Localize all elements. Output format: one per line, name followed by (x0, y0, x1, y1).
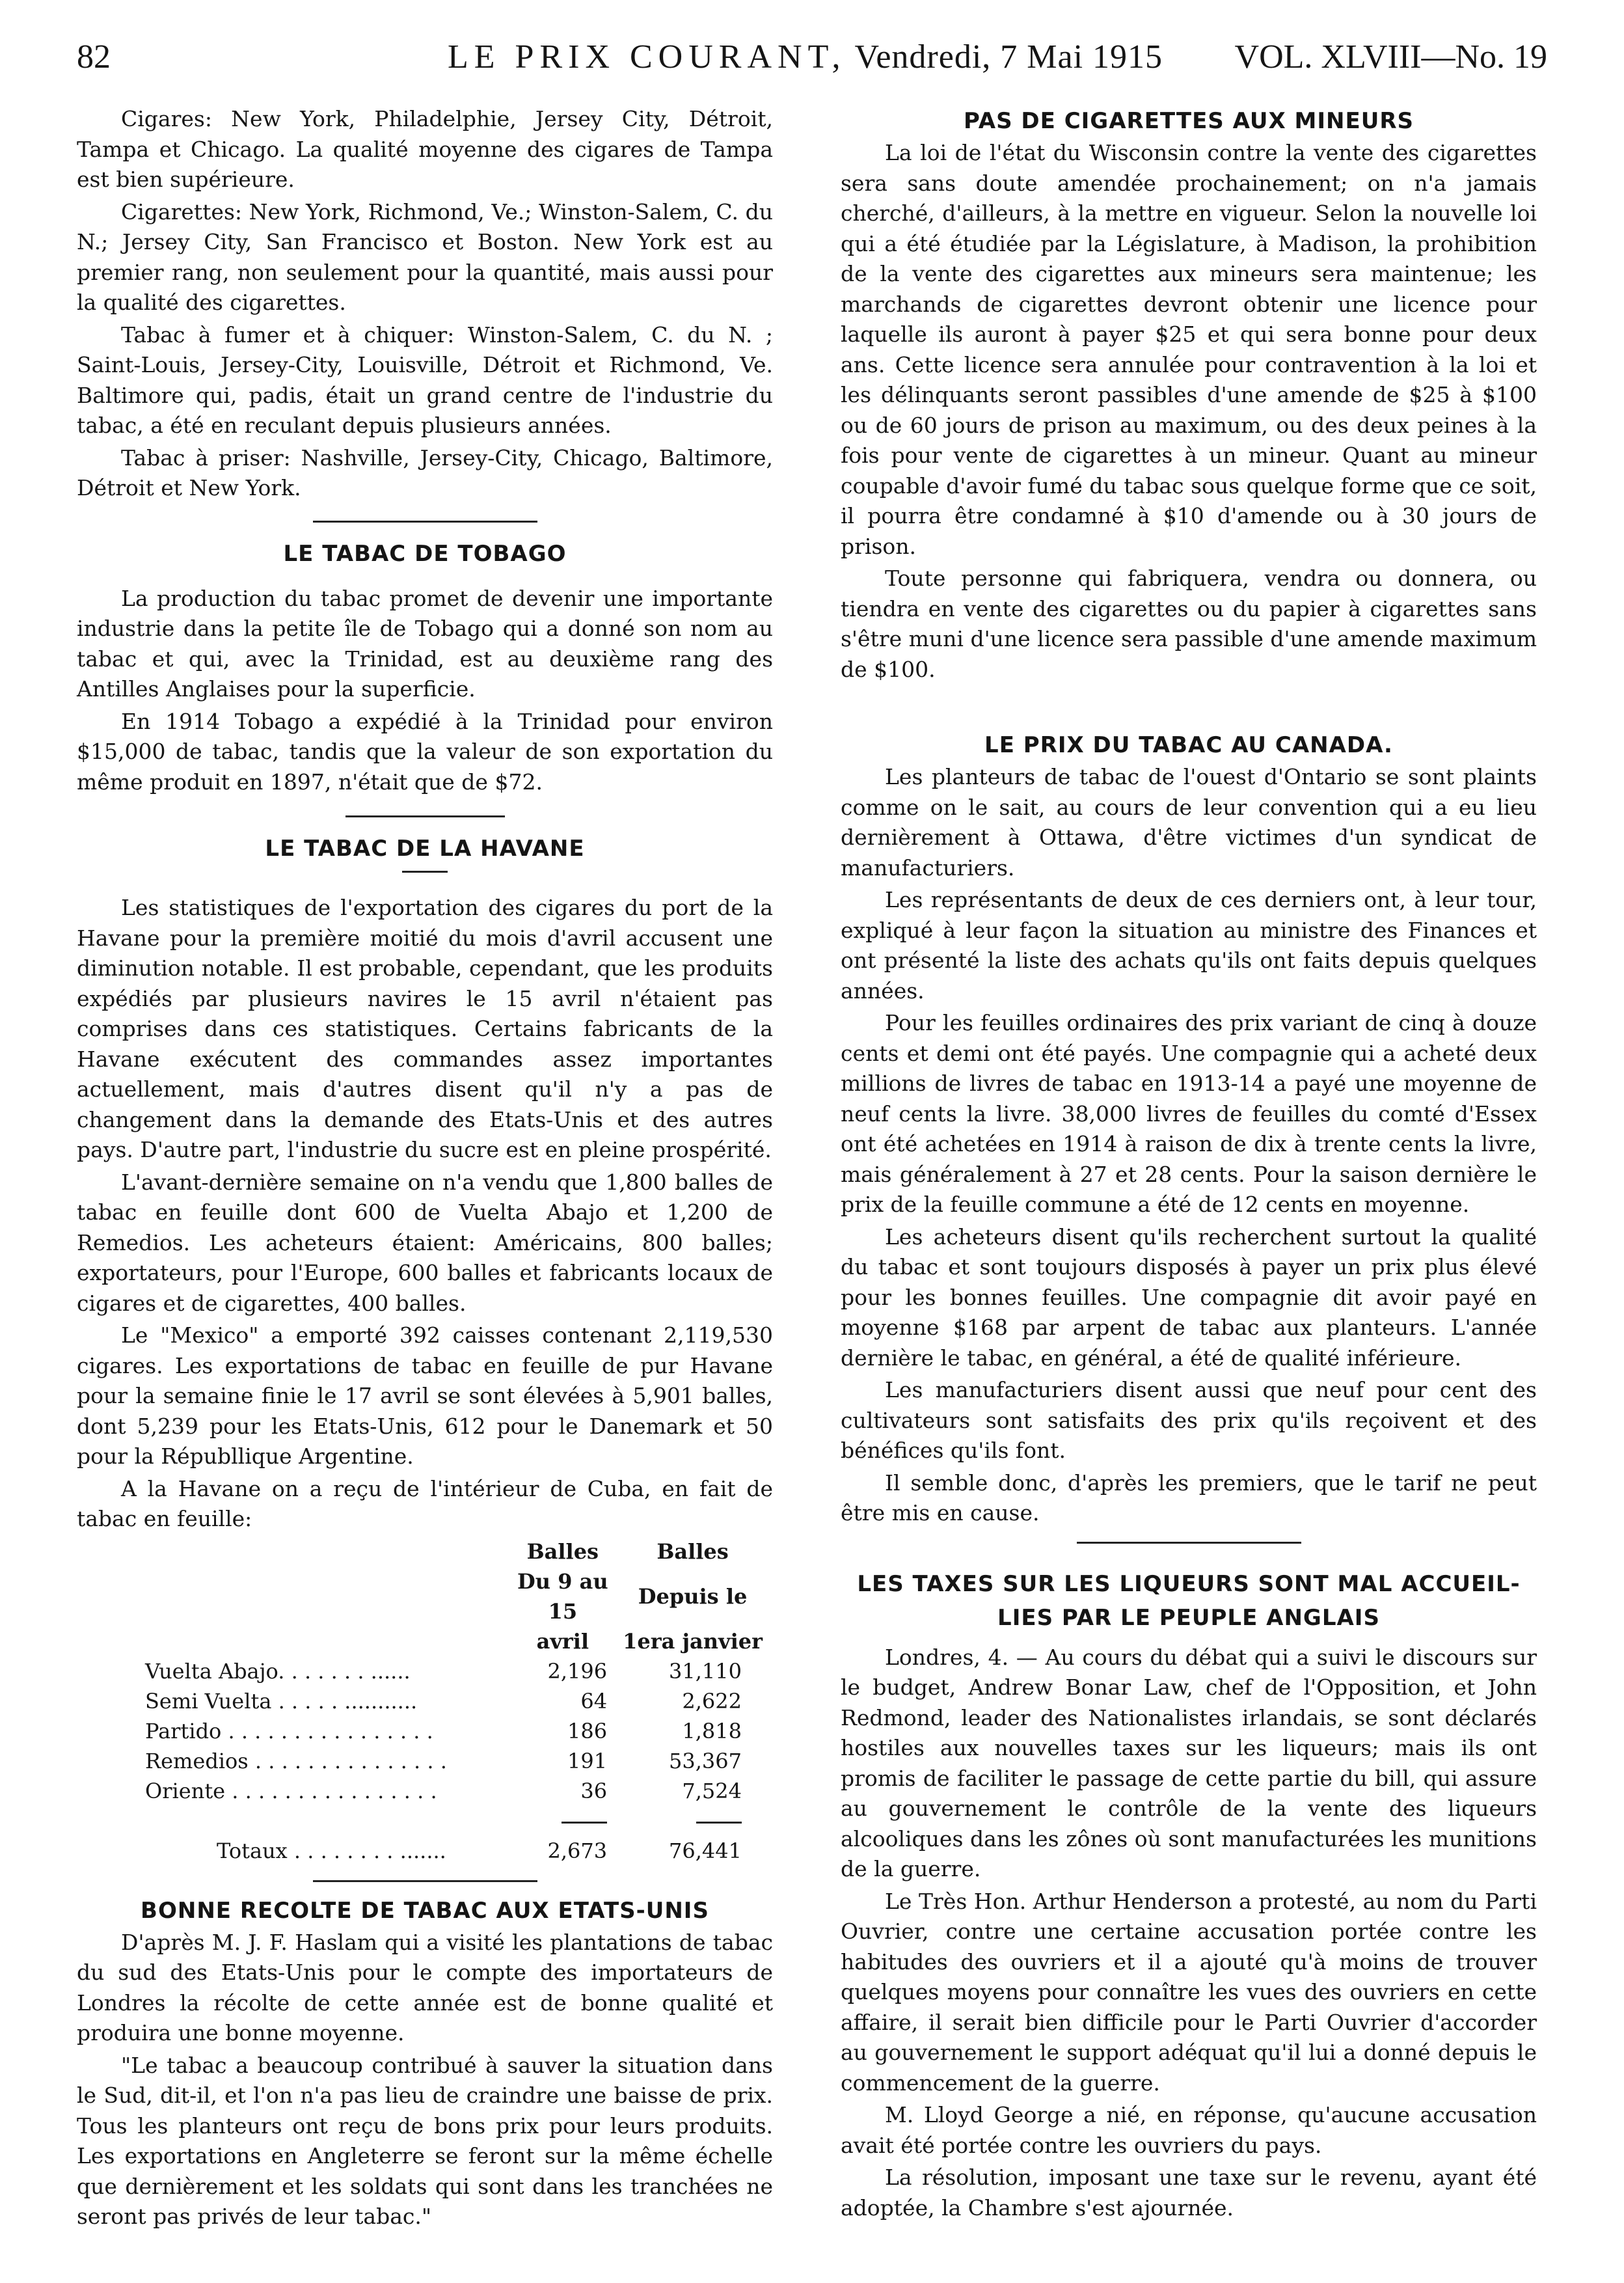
row-label: Partido . . . . . . . . . . . . . . . . (145, 1718, 433, 1743)
table-row (145, 1776, 773, 1806)
sum-rule (562, 1822, 607, 1824)
article-paragraph: La loi de l'état du Wisconsin contre la vente des cigarettes sera sans doute amendée prochainement; on n'a jamais cherché, d'ailleurs, à la mettre en vigueur. Selon la nouvelle loi qui a été étudiée par la Législature, à Madison, la prohibition de la vente des cigarettes aux mineurs sera maintenue; les marchands de cigarettes devront obtenir une licence pour laquelle ils auront à payer $25 et qui sera bonne pour deux ans. Cette licence sera annulée pour contravention à la loi et les délinquants seront passibles d'une amende de $25 à $100 ou de 60 jours de prison au maximum, ou des deux peines à la fois pour vente de cigarettes à un mineur. Quant au mineur coupable d'avoir fumé du tabac sous quelque forme que ce soit, il pourra être condamné à $10 d'amende ou à 30 jours de prison. (841, 140, 1537, 559)
table-total-row (145, 1836, 773, 1866)
masthead (448, 38, 1163, 76)
cell-value: 64 (580, 1688, 608, 1714)
column-header: 1era janvier (623, 1628, 763, 1654)
right-column (841, 104, 1537, 2225)
volume-number: VOL. XLVIII—No. 19 (1234, 38, 1547, 75)
cell-value: 53,367 (669, 1748, 742, 1773)
cell-value: 1,818 (682, 1718, 742, 1743)
section-divider (313, 521, 537, 523)
article-paragraph: "Le tabac a beaucoup contribué à sauver la situation dans le Sud, dit-il, et l'on n'a pas lieu de craindre une baisse de prix. Tous les planteurs ont reçu de bons prix pour leurs produits. Les exportations en Angleterre se feront sur la même échelle que dernièrement et les soldats qui sont dans les tranchées ne seront pas privés de leur tabac." (77, 2052, 773, 2229)
article-paragraph: Les représentants de deux de ces derniers ont, à leur tour, expliqué à leur façon la situation au ministre des Finances et ont présenté la liste des achats qu'ils ont faits depuis quelques années. (841, 887, 1537, 1004)
article-title-recolte: BONNE RECOLTE DE TABAC AUX ETATS-UNIS (141, 1897, 709, 1924)
article-paragraph: Les manufacturiers disent aussi que neuf pour cent des cultivateurs sont satisfaits des prix qu'ils reçoivent et des bénéfices qu'ils font. (841, 1377, 1537, 1463)
section-divider (1077, 1542, 1301, 1544)
article-title-canada: LE PRIX DU TABAC AU CANADA. (984, 732, 1393, 758)
row-label: Semi Vuelta . . . . . ........... (145, 1688, 418, 1714)
intro-paragraph: Cigarettes: New York, Richmond, Ve.; Winston-Salem, C. du N.; Jersey City, San Francisco et Boston. New York est au premier rang, non seulement pour la quantité, mais aussi pour la qualité des cigarettes. (77, 198, 773, 315)
article-paragraph: A la Havane on a reçu de l'intérieur de Cuba, en fait de tabac en feuille: (77, 1475, 773, 1531)
cell-value: 2,622 (682, 1688, 742, 1714)
column-header: avril (536, 1628, 589, 1654)
article-title-liqueurs: LES TAXES SUR LES LIQUEURS SONT MAL ACCUEIL- (857, 1570, 1521, 1597)
article-paragraph: La production du tabac promet de devenir une importante industrie dans la petite île de Tobago qui a donné son nom au tabac et qui, avec la Trinidad, est au deuxième rang des Antilles Anglaises pour la superficie. (77, 585, 773, 702)
table-row (145, 1716, 773, 1746)
article-paragraph: Les statistiques de l'exportation des cigares du port de la Havane pour la première moitié du mois d'avril accusent une diminution notable. Il est probable, cependant, que les produits expédiés par plusieurs navires le 15 avril n'étaient pas comprises dans ces statistiques. Certains fabricants de la Havane exécutent des commandes assez importantes actuellement, mais d'autres disent qu'il n'y a pas de changement dans la demande des Etats-Unis et des autres pays. D'autre part, l'industrie du sucre est en pleine prospérité. (77, 895, 773, 1162)
article-paragraph: Il semble donc, d'après les premiers, que le tarif ne peut être mis en cause. (841, 1470, 1537, 1525)
article-title-havane: LE TABAC DE LA HAVANE (265, 836, 585, 862)
article-title-mineurs: PAS DE CIGARETTES AUX MINEURS (963, 108, 1414, 134)
article-paragraph: Londres, 4. — Au cours du débat qui a suivi le discours sur le budget, Andrew Bonar Law, chef de l'Opposition, et John Redmond, leader des Nationalistes irlandais, se sont déclarés hostiles aux nouvelles taxes sur les liqueurs; mais ils ont promis de faciliter le passage de cette partie du bill, qui assure au gouvernement le contrôle de la vente des liqueurs alcooliques dans les zônes où sont manufacturées les munitions de la guerre. (841, 1644, 1537, 1881)
tobacco-receipts-table (145, 1537, 773, 1866)
column-header: Balles (656, 1538, 729, 1564)
intro-paragraph: Cigares: New York, Philadelphie, Jersey City, Détroit, Tampa et Chicago. La qualité moyenne des cigares de Tampa est bien supérieure. (77, 106, 773, 192)
sum-rule (696, 1822, 742, 1824)
table-header-row (145, 1626, 773, 1656)
table-row (145, 1656, 773, 1686)
masthead-title: LE PRIX COURANT, (448, 38, 846, 75)
cell-value: 36 (580, 1778, 608, 1803)
article-title-liqueurs-line2: LIES PAR LE PEUPLE ANGLAIS (997, 1604, 1380, 1631)
left-column (77, 104, 773, 2234)
article-paragraph: Pour les feuilles ordinaires des prix variant de cinq à douze cents et demi ont été payés. Une compagnie qui a acheté deux millions de livres de tabac en 1913-14 a payé une moyenne de neuf cents la livre. 38,000 livres de feuilles du comté d'Essex ont été achetées en 1914 à raison de dix à trente cents la livre, mais généralement à 27 et 28 cents. Pour la saison dernière le prix de la feuille commune a été de 12 cents en moyenne. (841, 1010, 1537, 1217)
cell-value: 7,524 (682, 1778, 742, 1803)
table-row (145, 1746, 773, 1776)
total-value: 76,441 (669, 1838, 742, 1863)
sum-rule-row (145, 1806, 773, 1836)
article-paragraph: Le Très Hon. Arthur Henderson a protesté, au nom du Parti Ouvrier, contre une certaine accusation portée contre les habitudes des ouvriers et il a ajouté qu'à moins de trouver quelques moyens pour connaître les vues des ouvriers en cette affaire, il serait bien difficile pour le Parti Ouvrier d'accorder au gouvernement le support adéquat qu'il lui a donné depuis le commencement de la guerre. (841, 1888, 1537, 2096)
article-paragraph: Toute personne qui fabriquera, vendra ou donnera, ou tiendra en vente des cigarettes ou du papier à cigarettes sans s'être muni d'une licence sera passible d'une amende maximum de $100. (841, 566, 1537, 682)
article-paragraph: Les planteurs de tabac de l'ouest d'Ontario se sont plaints comme on le sait, au cours de leur convention qui a eu lieu dernièrement à Ottawa, d'être victimes d'un syndicat de manufacturiers. (841, 764, 1537, 881)
column-header: Balles (526, 1538, 599, 1564)
table-header-row (145, 1537, 773, 1566)
issue-date: Vendredi, 7 Mai 1915 (854, 38, 1163, 75)
total-label: Totaux . . . . . . . . ....... (217, 1838, 446, 1863)
article-title-tobago: LE TABAC DE TOBAGO (283, 540, 567, 567)
cell-value: 186 (567, 1718, 608, 1743)
row-label: Vuelta Abajo. . . . . . . ...... (145, 1658, 411, 1684)
article-paragraph: Les acheteurs disent qu'ils recherchent surtout la qualité du tabac et sont toujours disposés à payer un prix plus élevé pour les bonnes feuilles. Une compagnie dit avoir payé en moyenne $168 par arpent de tabac aux planteurs. L'année dernière le tabac, en général, a été de qualité inférieure. (841, 1224, 1537, 1371)
section-divider (345, 815, 505, 817)
cell-value: 31,110 (669, 1658, 742, 1684)
row-label: Oriente . . . . . . . . . . . . . . . . (145, 1778, 437, 1803)
intro-paragraph: Tabac à priser: Nashville, Jersey-City, Chicago, Baltimore, Détroit et New York. (77, 444, 773, 500)
article-paragraph: La résolution, imposant une taxe sur le revenu, ayant été adoptée, la Chambre s'est ajournée. (841, 2165, 1537, 2221)
article-paragraph: L'avant-dernière semaine on n'a vendu que 1,800 balles de tabac en feuille dont 600 de Vuelta Abajo et 1,200 de Remedios. Les acheteurs étaient: Américains, 800 balles; exportateurs, pour l'Europe, 600 balles et fabricants locaux de cigares et de cigarettes, 400 balles. (77, 1169, 773, 1316)
article-paragraph: Le "Mexico" a emporté 392 caisses contenant 2,119,530 cigares. Les exportations de tabac en feuille de pur Havane pour la semaine finie le 17 avril se sont élevées à 5,901 balles, dont 5,239 pour les Etats-Unis, 612 pour le Danemark et 50 pour la Républlique Argentine. (77, 1322, 773, 1469)
article-paragraph: En 1914 Tobago a expédié à la Trinidad pour environ $15,000 de tabac, tandis que la valeur de son exportation du même produit en 1897, n'était que de $72. (77, 708, 773, 795)
row-label: Remedios . . . . . . . . . . . . . . . (145, 1748, 447, 1773)
table-row (145, 1686, 773, 1716)
cell-value: 2,196 (547, 1658, 608, 1684)
page-header (77, 38, 1547, 83)
page-number: 82 (77, 38, 111, 75)
cell-value: 191 (567, 1748, 608, 1773)
article-paragraph: D'après M. J. F. Haslam qui a visité les plantations de tabac du sud des Etats-Unis pour le compte des importateurs de Londres la récolte de cette année est de bonne qualité et produira une bonne moyenne. (77, 1929, 773, 2045)
article-paragraph: M. Lloyd George a nié, en réponse, qu'aucune accusation avait été portée contre les ouvriers du pays. (841, 2102, 1537, 2158)
column-header: Du 9 au 15 (517, 1568, 608, 1624)
total-value: 2,673 (547, 1838, 608, 1863)
table-header-row (145, 1566, 773, 1626)
intro-paragraph: Tabac à fumer et à chiquer: Winston-Salem, C. du N. ; Saint-Louis, Jersey-City, Louisville, Détroit et Richmond, Ve. Baltimore qui, padis, était un grand centre de l'industrie du tabac, a été en reculant depuis plusieurs années. (77, 321, 773, 438)
column-header: Depuis le (638, 1583, 748, 1609)
title-underline (77, 866, 773, 882)
section-divider (313, 1880, 537, 1882)
